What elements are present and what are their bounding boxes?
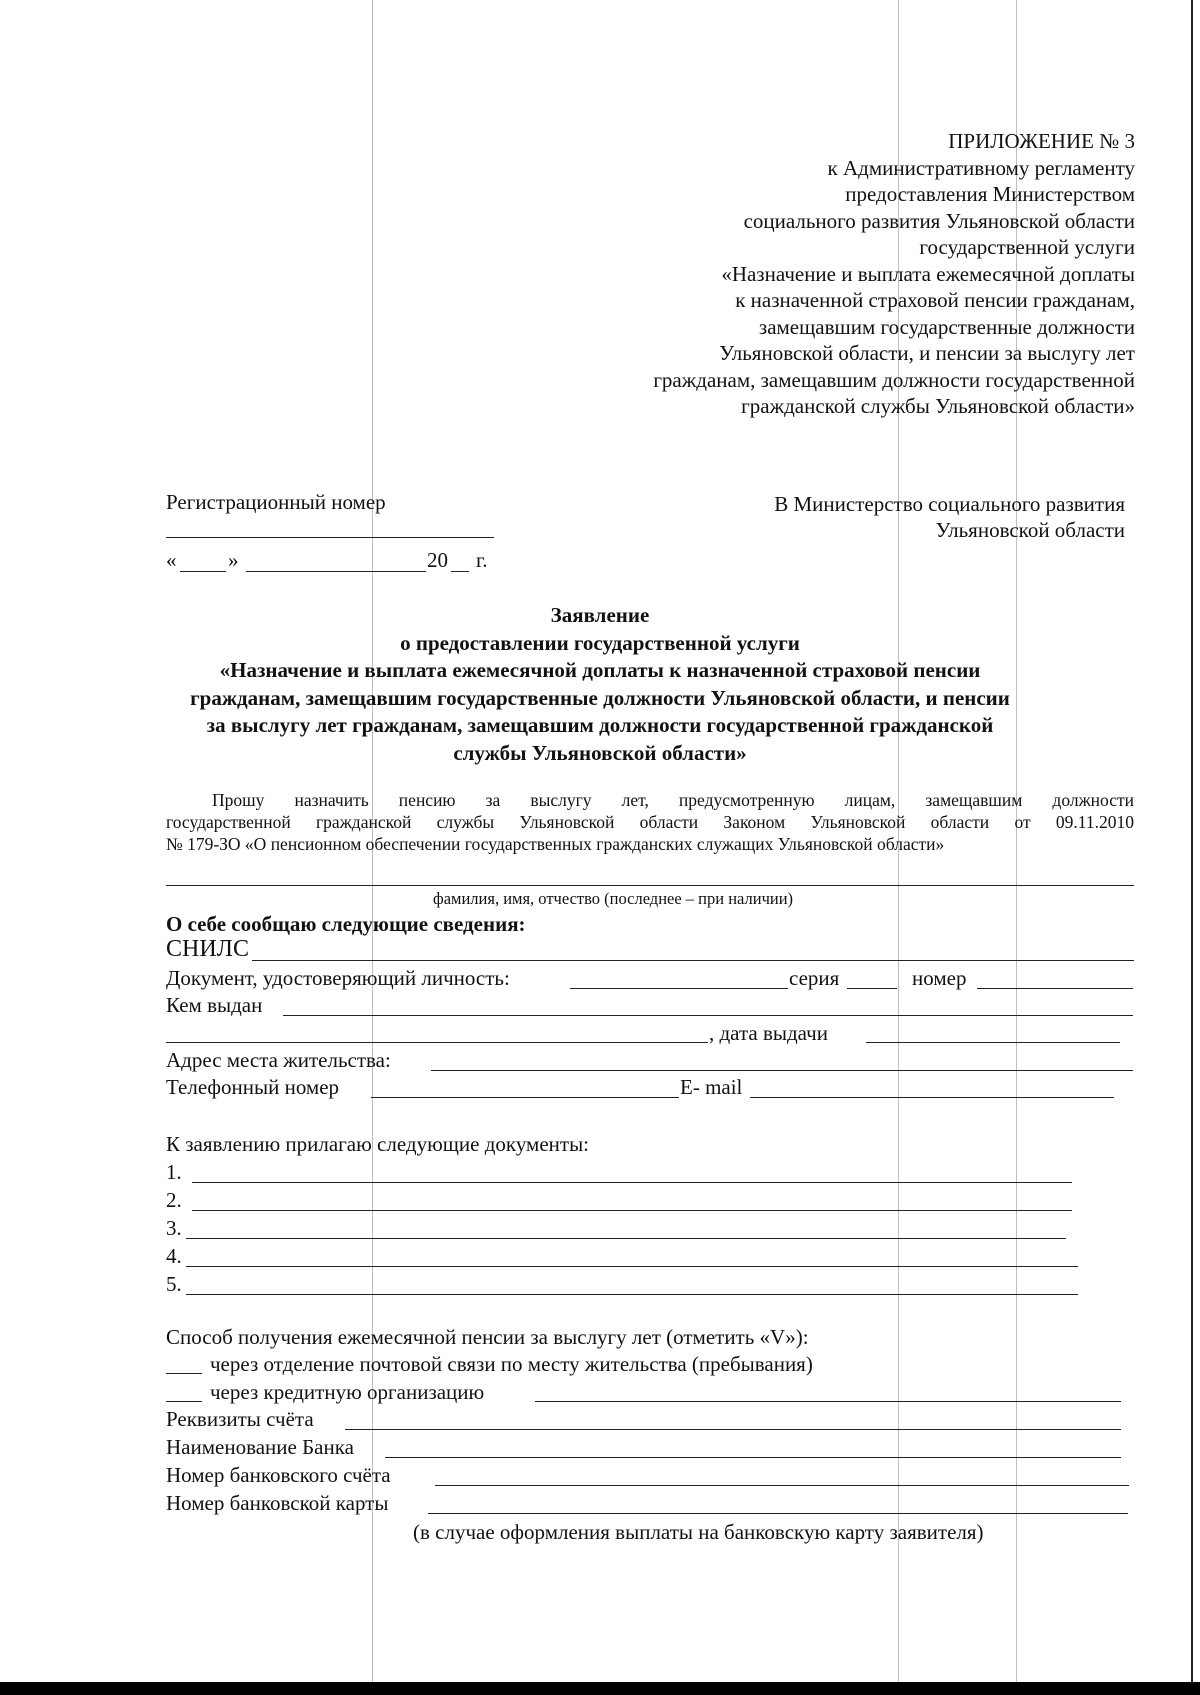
card-number-field[interactable]: [428, 1513, 1128, 1514]
request-line-1: Прошу назначить пенсию за выслугу лет, предусмотренную лицам, замещавшим должности: [212, 790, 1134, 810]
request-line-2: государственной гражданской службы Ульяновской области Законом Ульяновской области от 09.11.2010: [166, 812, 1134, 832]
address-label: Адрес места жительства:: [166, 1048, 391, 1072]
annex-line: социального развития Ульяновской области: [743, 208, 1135, 233]
id-document-field[interactable]: [570, 988, 788, 989]
fio-caption: фамилия, имя, отчество (последнее – при наличии): [433, 889, 794, 908]
title-line: за выслугу лет гражданам, замещавшим должности государственной гражданской: [206, 713, 994, 737]
id-document-label: Документ, удостоверяющий личность:: [166, 966, 510, 990]
attachment-number: 1.: [166, 1160, 182, 1184]
annex-block: [653, 128, 1135, 420]
series-label: серия: [789, 966, 840, 990]
scan-right-edge: [1191, 0, 1193, 1695]
account-details-field[interactable]: [345, 1429, 1121, 1430]
bank-name-field[interactable]: [385, 1457, 1121, 1458]
option-post-checkbox[interactable]: [166, 1373, 202, 1374]
attachment-field-2[interactable]: [192, 1210, 1072, 1211]
annex-line: к назначенной страховой пенсии гражданам,: [735, 288, 1135, 312]
attachment-field-3[interactable]: [186, 1238, 1066, 1239]
account-number-field[interactable]: [435, 1485, 1129, 1486]
year-suffix: г.: [476, 548, 488, 572]
application-title: [160, 602, 1040, 767]
registration-label: Регистрационный номер: [166, 490, 386, 514]
snils-label: СНИЛС: [166, 936, 249, 962]
addressee-line-1: В Министерство социального развития: [774, 492, 1125, 516]
option-bank-label: через кредитную организацию: [210, 1380, 485, 1404]
issue-date-field[interactable]: [866, 1042, 1120, 1043]
annex-line: к Административному регламенту: [827, 155, 1135, 180]
attachment-number: 4.: [166, 1244, 182, 1268]
email-label: E- mail: [680, 1075, 743, 1099]
issue-date-label: , дата выдачи: [709, 1021, 828, 1045]
option-post-label: через отделение почтовой связи по месту жительства (пребывания): [210, 1352, 813, 1376]
annex-line: предоставления Министерством: [845, 182, 1135, 206]
addressee-line-2: Ульяновской области: [935, 518, 1125, 542]
attachment-field-4[interactable]: [186, 1266, 1078, 1267]
annex-line: Ульяновской области, и пенсии за выслугу лет: [719, 341, 1135, 365]
title-line: Заявление: [550, 603, 650, 627]
address-field[interactable]: [431, 1070, 1133, 1071]
attachments-heading: К заявлению прилагаю следующие документы:: [166, 1132, 590, 1156]
annex-line: «Назначение и выплата ежемесячной доплаты: [721, 261, 1135, 286]
attachment-number: 5.: [166, 1272, 182, 1296]
issued-by-label: Кем выдан: [166, 993, 263, 1017]
title-line: гражданам, замещавшим государственные должности Ульяновской области, и пенсии: [190, 685, 1010, 710]
issued-by-field[interactable]: [283, 1015, 1133, 1016]
card-note: (в случае оформления выплаты на банковскую карту заявителя): [413, 1520, 984, 1544]
annex-line: ПРИЛОЖЕНИЕ № 3: [948, 129, 1135, 153]
attachment-field-1[interactable]: [192, 1182, 1072, 1183]
title-line: о предоставлении государственной услуги: [400, 630, 800, 655]
account-details-label: Реквизиты счёта: [166, 1407, 314, 1431]
payment-heading: Способ получения ежемесячной пенсии за выслугу лет (отметить «V»):: [166, 1325, 809, 1349]
annex-line: гражданской службы Ульяновской области»: [741, 394, 1135, 418]
issued-by-field-continued[interactable]: [166, 1042, 708, 1043]
phone-label: Телефонный номер: [166, 1075, 340, 1099]
option-bank-checkbox[interactable]: [166, 1401, 202, 1402]
number-field[interactable]: [977, 988, 1133, 989]
snils-field[interactable]: [252, 960, 1134, 961]
year-prefix: 20: [427, 548, 448, 572]
email-field[interactable]: [750, 1097, 1114, 1098]
fio-field[interactable]: [166, 885, 1134, 886]
annex-line: замещавшим государственные должности: [758, 314, 1135, 339]
option-bank-field[interactable]: [535, 1401, 1121, 1402]
date-close-quote: »: [228, 548, 239, 572]
registration-number-field[interactable]: [166, 537, 494, 538]
request-line-3: № 179-ЗО «О пенсионном обеспечении государственных гражданских служащих Ульяновской области»: [166, 834, 945, 854]
annex-line: государственной услуги: [919, 235, 1135, 259]
title-line: «Назначение и выплата ежемесячной доплаты к назначенной страховой пенсии: [219, 658, 981, 682]
card-number-label: Номер банковской карты: [166, 1491, 389, 1515]
about-heading: О себе сообщаю следующие сведения:: [166, 912, 526, 936]
series-field[interactable]: [847, 988, 897, 989]
account-number-label: Номер банковского счёта: [166, 1463, 391, 1487]
date-month-field[interactable]: [246, 571, 426, 572]
bank-name-label: Наименование Банка: [166, 1435, 354, 1459]
number-label: номер: [912, 966, 967, 990]
phone-field[interactable]: [371, 1097, 679, 1098]
date-open-quote: «: [166, 548, 177, 572]
scan-bottom-edge: [0, 1682, 1200, 1695]
date-day-field[interactable]: [180, 571, 226, 572]
attachment-number: 3.: [166, 1216, 182, 1240]
title-line: службы Ульяновской области»: [453, 740, 747, 765]
date-year-field[interactable]: [451, 571, 469, 572]
attachment-number: 2.: [166, 1188, 182, 1212]
attachment-field-5[interactable]: [186, 1294, 1078, 1295]
annex-line: гражданам, замещавшим должности государственной: [653, 367, 1135, 392]
